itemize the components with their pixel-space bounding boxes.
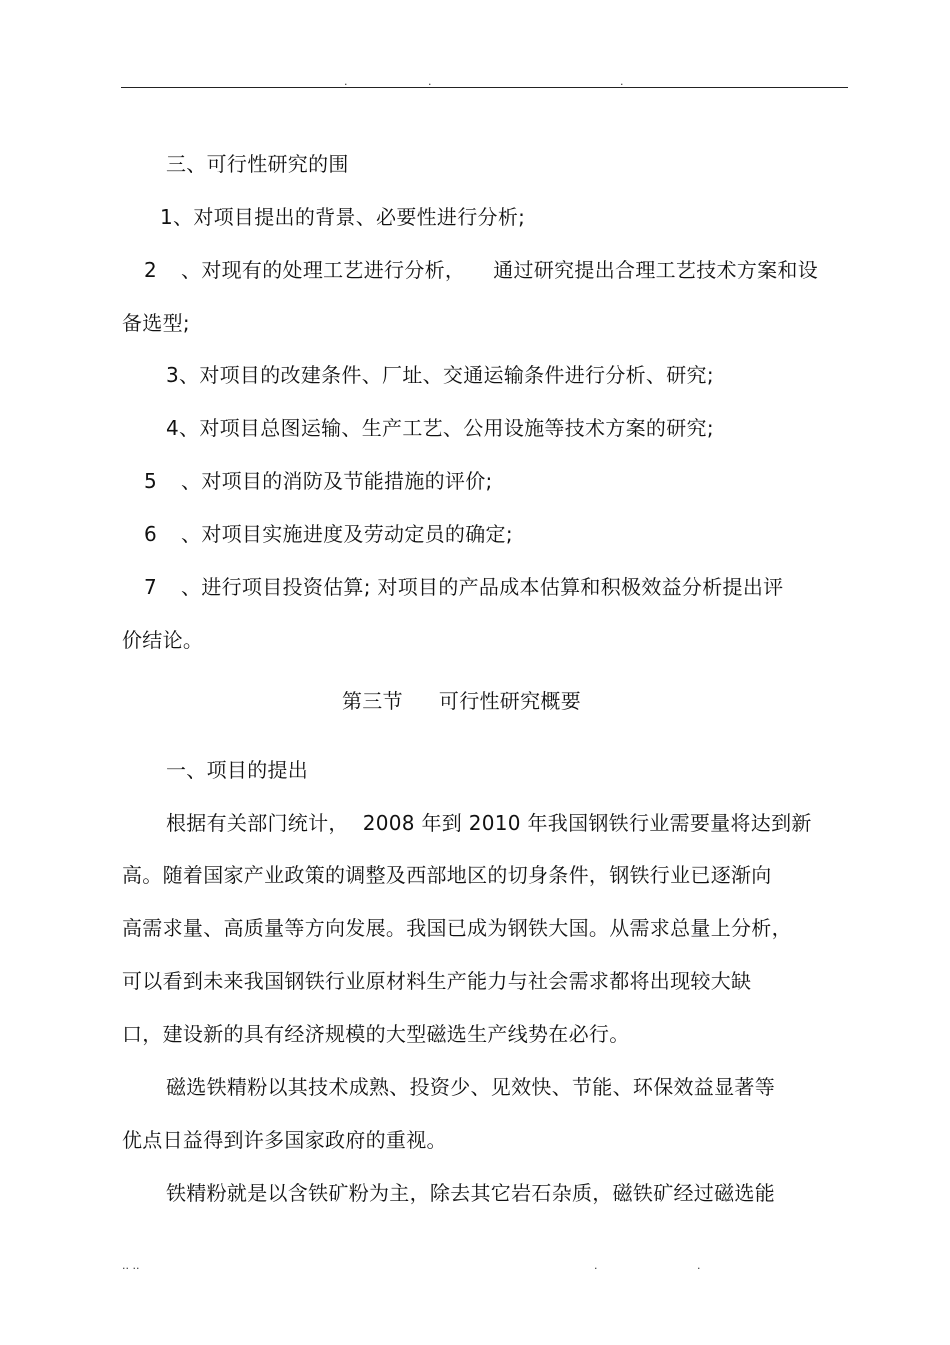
section-number: 第三节 xyxy=(342,689,403,713)
scope-item-6 xyxy=(144,522,513,546)
header-mark: . xyxy=(620,75,624,88)
scope-item-5 xyxy=(144,469,493,493)
header-rule xyxy=(121,87,848,88)
paragraph-line: 可以看到未来我国钢铁行业原材料生产能力与社会需求都将出现较大缺 xyxy=(122,969,752,993)
scope-item-2-wrap: 备选型; xyxy=(122,311,190,335)
section-name: 可行性研究概要 xyxy=(438,689,582,713)
item-text: 、对项目的消防及节能措施的评价; xyxy=(181,469,493,493)
item-text: 、对项目的改建条件、厂址、交通运输条件进行分析、研究; xyxy=(179,363,714,387)
item-number: 5 xyxy=(144,469,158,493)
item-text: 、对项目总图运输、生产工艺、公用设施等技术方案的研究; xyxy=(179,416,714,440)
sub-heading: 一、项目的提出 xyxy=(166,758,309,782)
footer-mark: . xyxy=(697,1259,701,1272)
footer-mark: .. .. xyxy=(122,1259,140,1272)
scope-item-4 xyxy=(166,416,714,440)
paragraph-line: 高需求量、高质量等方向发展。我国已成为钢铁大国。从需求总量上分析， xyxy=(122,916,792,940)
scope-item-2 xyxy=(144,258,818,282)
item-text: 、进行项目投资估算; 对项目的产品成本估算和积极效益分析提出评 xyxy=(181,575,784,599)
item-text: 、对项目实施进度及劳动定员的确定; xyxy=(181,522,513,546)
header-mark: . xyxy=(344,75,348,88)
item-text-continued: 通过研究提出合理工艺技术方案和设 xyxy=(493,258,819,282)
item-number: 2 xyxy=(144,258,158,282)
paragraph-line: 磁选铁精粉以其技术成熟、投资少、见效快、节能、环保效益显著等 xyxy=(166,1075,775,1099)
item-text: 、对现有的处理工艺进行分析， xyxy=(181,258,466,282)
scope-item-3 xyxy=(166,363,714,387)
footer-mark: . xyxy=(594,1259,598,1272)
paragraph-line: 口，建设新的具有经济规模的大型磁选生产线势在必行。 xyxy=(122,1022,630,1046)
item-number: 6 xyxy=(144,522,158,546)
item-number: 7 xyxy=(144,575,158,599)
paragraph-line: 高。随着国家产业政策的调整及西部地区的切身条件，钢铁行业已逐渐向 xyxy=(122,863,772,887)
paragraph-text: 2008 年到 2010 年我国钢铁行业需要量将达到新 xyxy=(362,811,812,835)
scope-item-1 xyxy=(160,205,525,229)
section-title xyxy=(342,689,581,713)
paragraph-text: 根据有关部门统计， xyxy=(166,811,349,835)
scope-heading: 三、可行性研究的围 xyxy=(166,152,349,176)
item-number: 4 xyxy=(166,416,180,440)
scope-item-7 xyxy=(144,575,783,599)
paragraph-line: 铁精粉就是以含铁矿粉为主，除去其它岩石杂质，磁铁矿经过磁选能 xyxy=(166,1181,775,1205)
header-mark: . xyxy=(428,75,432,88)
item-number: 3 xyxy=(166,363,180,387)
scope-item-7-wrap: 价结论。 xyxy=(122,628,204,652)
paragraph-line: 优点日益得到许多国家政府的重视。 xyxy=(122,1128,447,1152)
paragraph-line xyxy=(166,811,812,835)
item-text: 、对项目提出的背景、必要性进行分析; xyxy=(173,205,526,229)
item-number: 1 xyxy=(160,205,174,229)
